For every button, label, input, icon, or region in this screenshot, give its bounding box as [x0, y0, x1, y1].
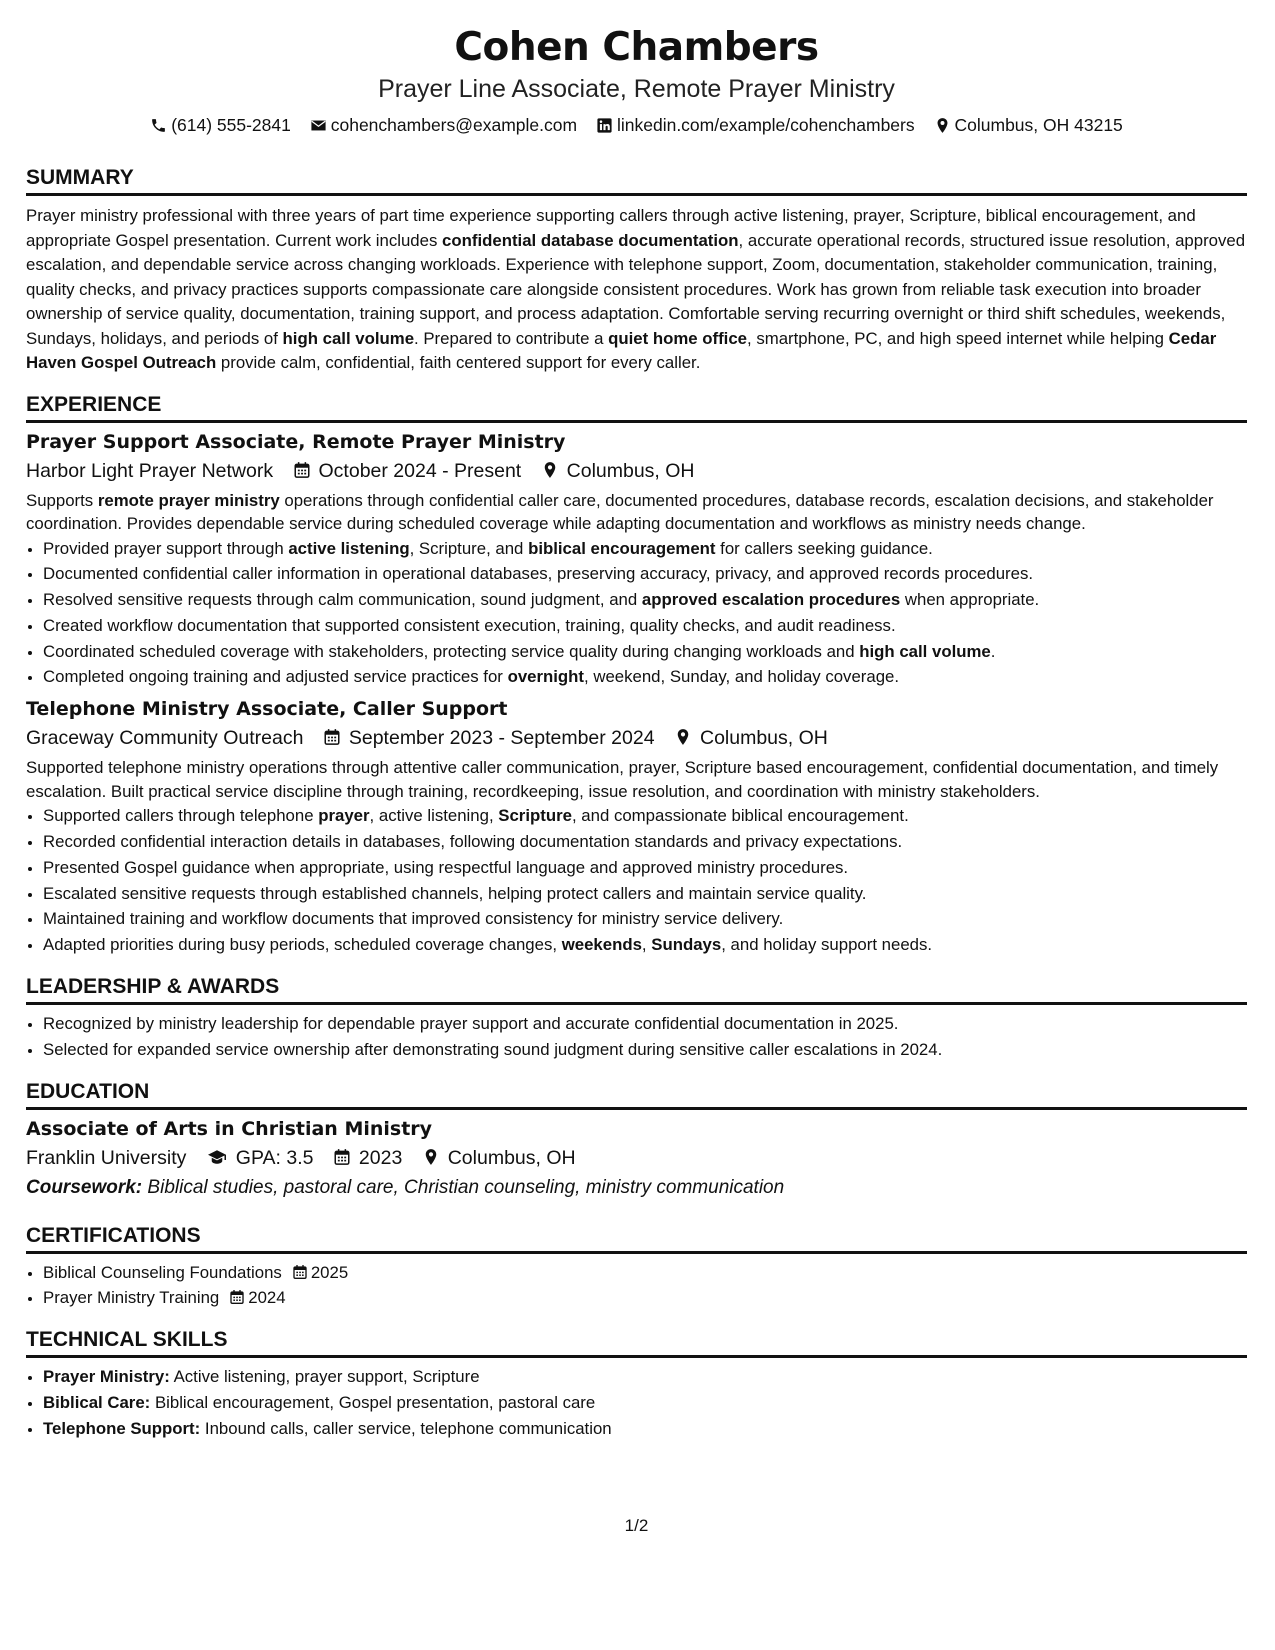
job-summary: Supports remote prayer ministry operations through confidential caller care, documented procedures, database records, escalation decisions, and stakeholder coordination. Provides dependable service during scheduled coverage while adapting documentation and workflows as ministry needs change.: [26, 490, 1214, 533]
skill-label: Prayer Ministry:: [43, 1367, 170, 1387]
calendar-icon: [293, 461, 311, 479]
summary-text: Prayer ministry professional with three years of part time experience supporting callers through active listening, prayer, Scripture, biblical encouragement, and appropriate Gospel presentation. Current work includes confidential database documentation, accurate operational records, structured issue resolution, approved escalation, and dependable service across changing workloads. Experience with telephone support, Zoom, documentation, stakeholder communication, training, quality checks, and privacy practices supports compassionate care alongside consistent procedures. Work has grown from reliable task execution into broader ownership of service quality, documentation, training support, and process adaptation. Comfortable serving recurring overnight or third shift schedules, weekends, Sundays, holidays, and periods of high call volume. Prepared to contribute a quiet home office, smartphone, PC, and high speed internet while helping Cedar Haven Gospel Outreach provide calm, confidential, faith centered support for every caller.: [26, 206, 1246, 372]
list-item: [43, 1260, 1247, 1286]
list-item: • Coordinated scheduled coverage with stakeholders, protecting service quality during changing workloads and high call volume.: [43, 639, 1247, 665]
company-name: Graceway Community Outreach: [26, 727, 304, 750]
contact-linkedin[interactable]: [596, 113, 915, 137]
job-title: Telephone Ministry Associate, Caller Support: [26, 698, 508, 721]
email-address: cohenchambers@example.com: [330, 115, 578, 135]
skill-value: Biblical encouragement, Gospel presentation, pastoral care: [154, 1393, 596, 1413]
job-location: Columbus, OH: [541, 456, 695, 486]
gpa: GPA: 3.5: [206, 1143, 314, 1173]
map-pin-icon: [934, 117, 951, 134]
skill-value: Inbound calls, caller service, telephone communication: [204, 1418, 612, 1438]
summary-heading: SUMMARY: [26, 165, 1247, 196]
job-entry: [26, 429, 1247, 691]
phone-number: (614) 555-2841: [171, 115, 291, 135]
calendar-icon: [333, 1148, 351, 1166]
leadership-heading: LEADERSHIP & AWARDS: [26, 974, 1247, 1005]
resume-page: [26, 24, 1247, 1535]
contact-phone[interactable]: [150, 113, 291, 137]
education-heading: EDUCATION: [26, 1079, 1247, 1110]
cert-date: 2025: [282, 1263, 348, 1282]
coursework-label: Coursework:: [26, 1176, 143, 1198]
job-summary: Supported telephone ministry operations through attentive caller communication, prayer, Scripture based encouragement, confidential documentation, and timely escalation. Built practical service discipline through training, recordkeeping, issue resolution, and coordination with ministry stakeholders.: [26, 758, 1219, 801]
coursework: [26, 1173, 1247, 1203]
list-item: • Created workflow documentation that supported consistent execution, training, quality checks, and audit readiness.: [43, 613, 1247, 639]
school-location: Columbus, OH: [422, 1143, 576, 1173]
job-bullets: [26, 803, 1247, 958]
contact-line: [26, 113, 1247, 137]
certifications-list: [26, 1260, 1247, 1312]
envelope-icon: [310, 117, 327, 134]
skills-list: [26, 1364, 1247, 1441]
skill-label: Telephone Support:: [43, 1418, 201, 1438]
map-pin-icon: [541, 461, 559, 479]
experience-heading: EXPERIENCE: [26, 392, 1247, 423]
list-item: • Recognized by ministry leadership for dependable prayer support and accurate confidential documentation in 2025.: [43, 1011, 1247, 1037]
candidate-name: Cohen Chambers: [454, 25, 819, 70]
list-item: [43, 1416, 1247, 1442]
contact-location: [934, 113, 1123, 137]
cert-name: Biblical Counseling Foundations: [43, 1262, 282, 1282]
location-text: Columbus, OH 43215: [954, 115, 1123, 135]
linkedin-icon: [596, 117, 613, 134]
job-dates: September 2023 - September 2024: [323, 723, 655, 753]
map-pin-icon: [674, 728, 692, 746]
candidate-title: Prayer Line Associate, Remote Prayer Ministry: [378, 75, 895, 103]
list-item: • Completed ongoing training and adjusted service practices for overnight, weekend, Sunday, and holiday coverage.: [43, 664, 1247, 690]
leadership-list: [26, 1011, 1247, 1063]
list-item: • Presented Gospel guidance when appropriate, using respectful language and approved ministry procedures.: [43, 855, 1247, 881]
list-item: • Documented confidential caller information in operational databases, preserving accuracy, privacy, and approved records procedures.: [43, 561, 1247, 587]
cert-date: 2024: [219, 1288, 285, 1307]
list-item: • Selected for expanded service ownership after demonstrating sound judgment during sensitive caller escalations in 2024.: [43, 1037, 1247, 1063]
list-item: [43, 1390, 1247, 1416]
job-dates: October 2024 - Present: [293, 456, 522, 486]
skills-heading: TECHNICAL SKILLS: [26, 1327, 1247, 1358]
coursework-text: Biblical studies, pastoral care, Christian counseling, ministry communication: [147, 1176, 785, 1198]
list-item: [43, 1285, 1247, 1311]
list-item: • Escalated sensitive requests through established channels, helping protect callers and maintain service quality.: [43, 881, 1247, 907]
linkedin-url: linkedin.com/example/cohenchambers: [616, 115, 915, 135]
job-location: Columbus, OH: [674, 723, 828, 753]
certifications-heading: CERTIFICATIONS: [26, 1223, 1247, 1254]
phone-icon: [150, 117, 167, 134]
resume-header: [26, 24, 1247, 137]
skill-label: Biblical Care:: [43, 1393, 151, 1413]
calendar-icon: [229, 1289, 245, 1305]
company-name: Harbor Light Prayer Network: [26, 459, 274, 482]
job-title: Prayer Support Associate, Remote Prayer Ministry: [26, 430, 566, 453]
job-meta: [26, 723, 1247, 753]
calendar-icon: [292, 1264, 308, 1280]
cert-name: Prayer Ministry Training: [43, 1288, 220, 1308]
list-item: [43, 1364, 1247, 1390]
page-number: 1/2: [624, 1516, 649, 1535]
list-item: • Adapted priorities during busy periods, scheduled coverage changes, weekends, Sundays, and holiday support needs.: [43, 932, 1247, 958]
list-item: • Supported callers through telephone prayer, active listening, Scripture, and compassionate biblical encouragement.: [43, 803, 1247, 829]
list-item: • Recorded confidential interaction details in databases, following documentation standards and privacy expectations.: [43, 829, 1247, 855]
list-item: • Maintained training and workflow documents that improved consistency for ministry service delivery.: [43, 906, 1247, 932]
degree-title: Associate of Arts in Christian Ministry: [26, 1117, 433, 1140]
map-pin-icon: [422, 1148, 440, 1166]
graduation-cap-icon: [206, 1148, 228, 1166]
school-name: Franklin University: [26, 1146, 187, 1169]
job-meta: [26, 456, 1247, 486]
skill-value: Active listening, prayer support, Scripture: [173, 1367, 480, 1387]
job-bullets: [26, 536, 1247, 691]
list-item: • Provided prayer support through active listening, Scripture, and biblical encouragement for callers seeking guidance.: [43, 536, 1247, 562]
job-entry: [26, 696, 1247, 958]
contact-email[interactable]: [310, 113, 577, 137]
list-item: • Resolved sensitive requests through calm communication, sound judgment, and approved escalation procedures when appropriate.: [43, 587, 1247, 613]
graduation-year: 2023: [333, 1143, 402, 1173]
education-meta: [26, 1143, 1247, 1173]
calendar-icon: [323, 728, 341, 746]
